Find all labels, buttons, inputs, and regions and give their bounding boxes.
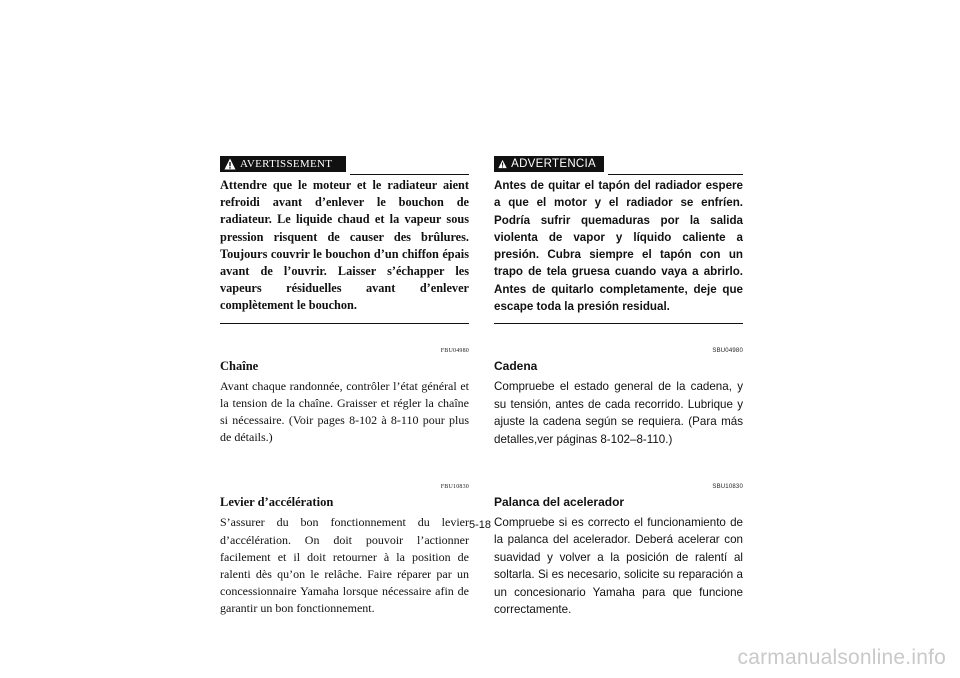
section-title-es: Cadena: [494, 359, 538, 374]
warning-header-rule-es: [608, 174, 743, 175]
warning-text-fr: Attendre que le moteur et le radiateur aient refroidi avant d’enlever le bouchon de radiateur. Le liquide chaud et la vapeur sous pression risquent de causer des brûlures. Toujours couvrir le bouchon d’un chiffon épais avant de l’ouvrir. Laisser s’échapper les vapeurs résiduelles avant d’enlever complètement le bouchon.: [220, 178, 469, 313]
section-body-es: Compruebe el estado general de la cadena, y su tensión, antes de cada recorrido. Lubrique y ajuste la cadena según se requiera. (Para más detalles,ver páginas 8-102–8-110.): [494, 380, 743, 446]
section-code-es: SBU04980: [712, 348, 743, 355]
warning-bottom-rule-es: [494, 323, 743, 324]
section-body-es: Compruebe si es correcto el funcionamiento de la palanca del acelerador. Deberá acelerar con suavidad y volver a la posición de ralentí al soltarla. Si es necesario, solicite su reparación a un concesionario Yamaha para que funcione correctamente.: [494, 516, 743, 617]
warning-header-fr: [220, 150, 469, 174]
section-title-fr: Levier d’accélération: [220, 495, 334, 510]
warning-bottom-rule-fr: [220, 323, 469, 324]
warning-label-es: ADVERTENCIA: [511, 158, 596, 170]
section-code-es: SBU10830: [712, 484, 743, 490]
warning-label-fr: AVERTISSEMENT: [240, 158, 333, 170]
warning-header-es: [494, 150, 743, 174]
warning-badge-fr: [220, 156, 346, 172]
warning-triangle-icon: [224, 158, 236, 170]
section-title-fr: Chaîne: [220, 358, 259, 373]
spanish-column: [494, 150, 743, 618]
section-code-fr: FBU04980: [440, 347, 469, 354]
section-code-fr: FBU10830: [440, 484, 469, 491]
watermark: carmanualsonline.info: [737, 646, 946, 669]
warning-text-es: Antes de quitar el tapón del radiador espere a que el motor y el radiador se enfríen. Podría sufrir quemaduras por la salida violenta de vapor y líquido caliente a presión. Cubra siempre el tapón con un trapo de tela gruesa cuando vaya a abrirlo. Antes de quitarlo completamente, deje que escape toda la presión residual.: [494, 179, 743, 314]
french-column: [220, 150, 469, 618]
section-body-fr: S’assurer du bon fonctionnement du levier d’accélération. On doit pouvoir l’actionner facilement et il doit retourner à la position de ralenti dès qu’on le relâche. Faire réparer par un concessionnaire Yamaha lorsque nécessaire afin de garantir un bon fonctionnement.: [220, 515, 469, 616]
page-number: 5-18: [468, 519, 492, 531]
warning-triangle-icon: [498, 158, 507, 170]
warning-header-rule-fr: [350, 174, 469, 175]
section-title-es: Palanca del acelerador: [494, 495, 625, 509]
section-body-fr: Avant chaque randonnée, contrôler l’état général et la tension de la chaîne. Graisser et régler la chaîne si nécessaire. (Voir pages 8-102 à 8-110 pour plus de détails.): [220, 378, 469, 445]
warning-badge-es: [494, 156, 604, 172]
